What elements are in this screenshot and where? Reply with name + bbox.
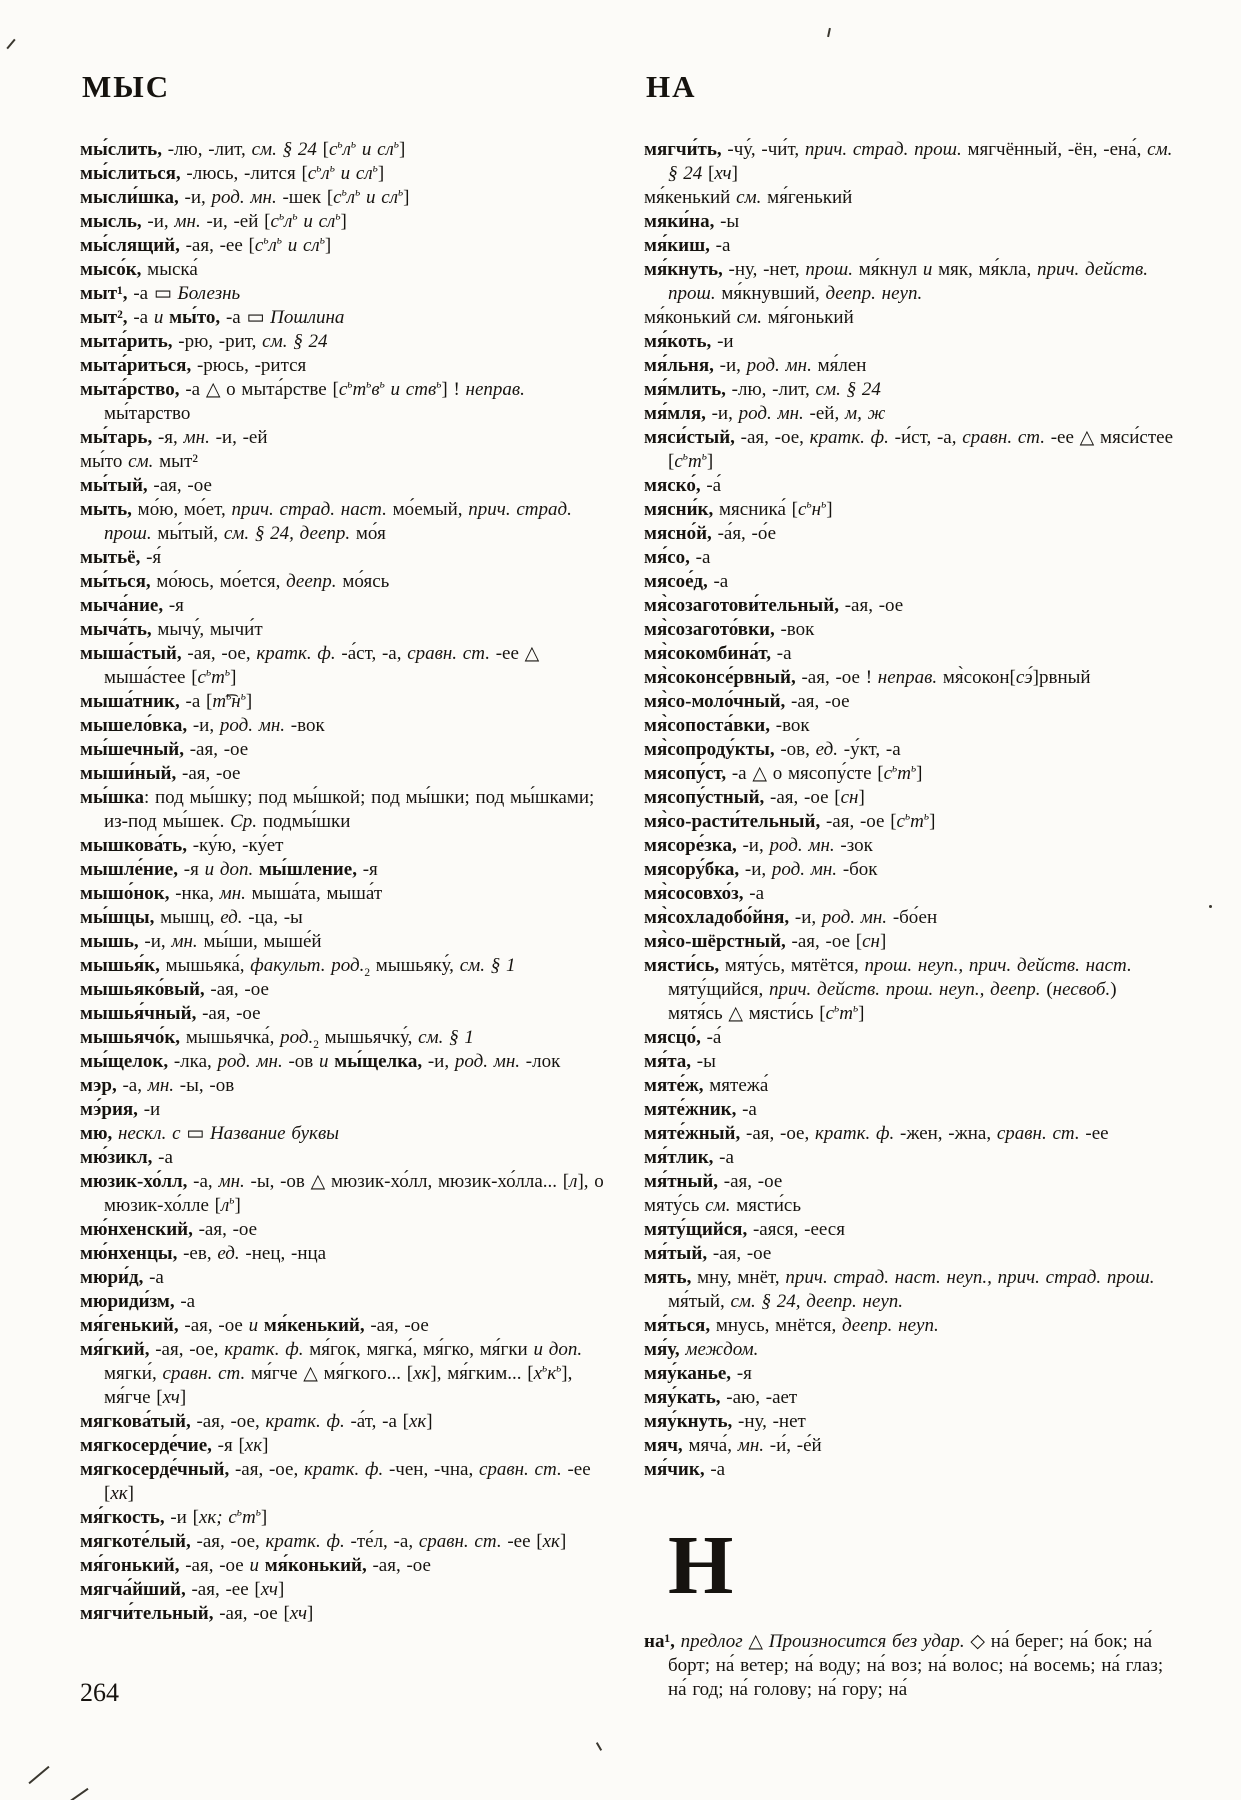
- dictionary-entry: мы́слящий, -ая, -ее [$с^ьл^ь$ и $сл^ь$]: [80, 234, 332, 256]
- dictionary-entry: мягкосерде́чие, -я [хк]: [80, 1435, 269, 1456]
- dictionary-entry: мыта́риться, -рюсь, -рится: [80, 355, 307, 376]
- dictionary-entry: мяу́канье, -я: [644, 1363, 752, 1384]
- dictionary-entry: мы́шцы, мышц, ед. -ца, -ы: [80, 907, 303, 928]
- section-letter-n: Н: [668, 1519, 734, 1612]
- dictionary-entry: мя́гкий, -ая, -ое, кратк. ф. мя́гок, мягка́, мя́гко, мя́гки и доп. мягки́, сравн. ст. мя́гче △ мя́гкого... [хк], мя́гким... $[х^ьк^ь]$, мя́гче [хч]: [80, 1339, 583, 1408]
- dictionary-entry: мягчи́тельный, -ая, -ое [хч]: [80, 1603, 314, 1624]
- dictionary-entry: мя̀сопоста́вки, -вок: [644, 715, 810, 736]
- dictionary-entry: мыча́ть, мычу́, мычи́т: [80, 619, 263, 640]
- dictionary-entry: мя̀созаготови́тельный, -ая, -ое: [644, 595, 904, 616]
- running-head-left: МЫС: [82, 69, 171, 104]
- dictionary-entry: мысли́шка, -и, род. мн. -шек [$с^ьл^ь$ и $сл^ь$]: [80, 186, 410, 208]
- left-column-entries: [80, 138, 612, 1626]
- dictionary-entry: мы́шка: под мы́шку; под мы́шкой; под мы́шки; под мы́шками; из-под мы́шек. Ср. подмы́шки: [80, 787, 595, 832]
- dictionary-entry: мы́шечный, -ая, -ое: [80, 739, 249, 760]
- dictionary-entry: мя́тый, -ая, -ое: [644, 1243, 772, 1264]
- dictionary-entry: мэр, -а, мн. -ы, -ов: [80, 1075, 235, 1096]
- scan-artifact: [596, 1742, 602, 1751]
- dictionary-entry: мяте́ж, мятежа́: [644, 1075, 769, 1096]
- dictionary-entry: мышья́чный, -ая, -ое: [80, 1003, 261, 1024]
- dictionary-entry: мяско́, -а́: [644, 475, 722, 496]
- dictionary-entry: мышкова́ть, -ку́ю, -ку́ет: [80, 835, 284, 856]
- dictionary-entry: мя́та, -ы: [644, 1051, 716, 1072]
- dictionary-entry: мясцо́, -а́: [644, 1027, 722, 1048]
- scan-artifact: [28, 1766, 49, 1784]
- dictionary-entry: мыша́стый, -ая, -ое, кратк. ф. -а́ст, -а, сравн. ст. -ее △ мыша́стее $[с^ьт^ь]$: [80, 643, 540, 688]
- dictionary-entry: мышьячо́к, мышьячка́, $род._2$ мышьячку́, см. § 1: [80, 1027, 474, 1051]
- dictionary-entry: мя̀сопроду́кты, -ов, ед. -у́кт, -а: [644, 739, 901, 760]
- right-column: [644, 70, 1176, 1702]
- dictionary-entry: мю́нхенский, -ая, -ое: [80, 1219, 258, 1240]
- dictionary-entry: мю́нхенцы, -ев, ед. -нец, -нца: [80, 1243, 327, 1264]
- dictionary-entry: мю, нескл. с ▭ Название буквы: [80, 1123, 340, 1144]
- dictionary-entry: мышьяко́вый, -ая, -ое: [80, 979, 269, 1000]
- dictionary-entry: мясоре́зка, -и, род. мн. -зок: [644, 835, 873, 856]
- dictionary-entry: мыт¹, -а ▭ Болезнь: [80, 283, 241, 304]
- dictionary-entry: мягкосерде́чный, -ая, -ое, кратк. ф. -чен, -чна, сравн. ст. -ее [хк]: [80, 1459, 591, 1504]
- dictionary-entry: мясти́сь, мяту́сь, мятётся, прош. неуп., прич. действ. наст. мяту́щийся, прич. действ. прош. неуп., деепр. (несвоб.) мятя́сь △ мясти́сь $[с^ьт^ь]$: [644, 955, 1132, 1024]
- dictionary-entry: мя́кнуть, -ну, -нет, прош. мя́кнул и мяк, мя́кла, прич. действ. прош. мя́кнувший, деепр. неуп.: [644, 259, 1148, 304]
- dictionary-entry: мя́коть, -и: [644, 331, 734, 352]
- left-column: [80, 70, 612, 1702]
- dictionary-entry: мы́тый, -ая, -ое: [80, 475, 212, 496]
- dictionary-entry: мышело́вка, -и, род. мн. -вок: [80, 715, 325, 736]
- dictionary-entry: мя̀со-шёрстный, -ая, -ое [сн]: [644, 931, 887, 952]
- dictionary-entry: мя̀соконсе́рвный, -ая, -ое ! неправ. мя̀сокон[сэ́]рвный: [644, 667, 1091, 688]
- dictionary-entry: мысо́к, мыска́: [80, 259, 198, 280]
- dictionary-entry: мягкоте́лый, -ая, -ое, кратк. ф. -те́л, -а, сравн. ст. -ее [хк]: [80, 1531, 567, 1552]
- dictionary-entry: мы́слиться, -люсь, -лится [$с^ьл^ь$ и $сл^ь$]: [80, 162, 385, 184]
- dictionary-entry: мя́мля, -и, род. мн. -ей, м, ж: [644, 403, 886, 424]
- dictionary-entry: мыши́ный, -ая, -ое: [80, 763, 241, 784]
- dictionary-entry: мяу́кать, -аю, -ает: [644, 1387, 798, 1408]
- dictionary-entry: мыта́рство, -а △ о мыта́рстве [$с^ьт^ьв^ь$ и ств$^ь$] ! неправ. мы́тарство: [80, 378, 525, 424]
- dictionary-entry: мы́ться, мо́юсь, мо́ется, деепр. мо́ясь: [80, 571, 390, 592]
- dictionary-entry: мягкова́тый, -ая, -ое, кратк. ф. -а́т, -а [хк]: [80, 1411, 433, 1432]
- dictionary-entry: мя̀сохладобо́йня, -и, род. мн. -бо́ен: [644, 907, 938, 928]
- dictionary-entry: мы́слить, -лю, -лит, см. § 24 [$с^ьл^ь$ и $сл^ь$]: [80, 138, 406, 160]
- right-column-entries: [644, 138, 1176, 1482]
- dictionary-entry: мю́зикл, -а: [80, 1147, 173, 1168]
- dictionary-entry: мюриди́зм, -а: [80, 1291, 196, 1312]
- dictionary-entry: мя̀сосовхо́з, -а: [644, 883, 765, 904]
- dictionary-entry: мяси́стый, -ая, -ое, кратк. ф. -и́ст, -а, сравн. ст. -ее △ мяси́стее $[с^ьт^ь]$: [644, 427, 1174, 472]
- scan-artifact: [827, 28, 831, 37]
- dictionary-entry: мясое́д, -а: [644, 571, 729, 592]
- dictionary-entry: мя́гонький, -ая, -ое и мя́конький, -ая, -ое: [80, 1555, 431, 1576]
- dictionary-entry: мыта́рить, -рю, -рит, см. § 24: [80, 331, 328, 352]
- dictionary-entry: мюзик-хо́лл, -а, мн. -ы, -ов △ мюзик-хо́лл, мюзик-хо́лла... [л], о мюзик-хо́лле $[л^ь]$: [80, 1171, 604, 1216]
- scan-artifact: [69, 1788, 88, 1800]
- dictionary-entry: мы́то см. мыт²: [80, 451, 198, 472]
- dictionary-entry: мя́тный, -ая, -ое: [644, 1171, 783, 1192]
- dictionary-entry: мясопу́ст, -а △ о мясопу́сте $[с^ьт^ь]$: [644, 762, 923, 784]
- dictionary-entry: мэ́рия, -и: [80, 1099, 161, 1120]
- dictionary-entry: мяч, мяча́, мн. -и́, -е́й: [644, 1435, 822, 1456]
- dictionary-entry: мясни́к, мясника́ $[с^ьн^ь]$: [644, 498, 833, 520]
- page-number: 264: [80, 1678, 119, 1707]
- dictionary-entry: мя̀сокомбина́т, -а: [644, 643, 792, 664]
- dictionary-entry: мяте́жник, -а: [644, 1099, 757, 1120]
- dictionary-entry: мягчи́ть, -чу́, -чи́т, прич. страд. прош. мягчённый, -ён, -ена́, см. § 24 [хч]: [644, 139, 1173, 184]
- dictionary-entry: мяте́жный, -ая, -ое, кратк. ф. -жен, -жна, сравн. ст. -ее: [644, 1123, 1109, 1144]
- right-column-entries-after-section: [644, 1630, 1176, 1702]
- dictionary-entry: мя́льня, -и, род. мн. мя́лен: [644, 355, 867, 376]
- dictionary-entry: мя́ться, мнусь, мнётся, деепр. неуп.: [644, 1315, 939, 1336]
- dictionary-entry: мясопу́стный, -ая, -ое [сн]: [644, 787, 865, 808]
- running-head-right: НА: [646, 69, 697, 104]
- dictionary-entry: мя̀со-моло́чный, -ая, -ое: [644, 691, 850, 712]
- dictionary-entry: мя̀со-расти́тельный, -ая, -ое $[с^ьт^ь]$: [644, 810, 936, 832]
- dictionary-entry: мытьё, -я́: [80, 547, 162, 568]
- scan-artifact: [6, 39, 15, 49]
- dictionary-entry: мяту́сь см. мясти́сь: [644, 1195, 801, 1216]
- dictionary-entry: мя́киш, -а: [644, 235, 731, 256]
- dictionary-entry: мягча́йший, -ая, -ее [хч]: [80, 1579, 285, 1600]
- dictionary-entry: мышо́нок, -нка, мн. мыша́та, мыша́т: [80, 883, 383, 904]
- dictionary-entry: мяки́на, -ы: [644, 211, 740, 232]
- dictionary-entry: мя́гкость, -и [хк; $с^ьт^ь$]: [80, 1506, 268, 1528]
- dictionary-entry: мы́щелок, -лка, род. мн. -ов и мы́щелка, -и, род. мн. -лок: [80, 1051, 561, 1072]
- dictionary-entry: мюри́д, -а: [80, 1267, 164, 1288]
- dictionary-entry: мя́у, междом.: [644, 1339, 759, 1360]
- dictionary-entry: мяту́щийся, -аяся, -ееся: [644, 1219, 845, 1240]
- dictionary-entry: мя́кенький см. мя́генький: [644, 187, 853, 208]
- dictionary-entry: мышле́ние, -я и доп. мы́шление, -я: [80, 859, 378, 880]
- dictionary-entry: мыть, мо́ю, мо́ет, прич. страд. наст. мо́емый, прич. страд. прош. мы́тый, см. § 24, деепр. мо́я: [80, 499, 572, 544]
- dictionary-entry: мы́тарь, -я, мн. -и, -ей: [80, 427, 268, 448]
- dictionary-entry: мышья́к, мышьяка́, факульт. $род._2$ мышьяку́, см. § 1: [80, 955, 516, 979]
- dictionary-entry: мя́млить, -лю, -лит, см. § 24: [644, 379, 881, 400]
- scan-artifact: [1209, 905, 1212, 908]
- dictionary-entry: мяу́кнуть, -ну, -нет: [644, 1411, 806, 1432]
- dictionary-entry: мясору́бка, -и, род. мн. -бок: [644, 859, 878, 880]
- dictionary-entry: мя́чик, -а: [644, 1459, 726, 1480]
- dictionary-entry: мя́со, -а: [644, 547, 711, 568]
- dictionary-entry: мясно́й, -а́я, -о́е: [644, 523, 777, 544]
- dictionary-entry: мыша́тник, -а $[т͡^ьн^ь]$: [80, 690, 253, 712]
- dictionary-entry: мя̀созагото́вки, -вок: [644, 619, 815, 640]
- dictionary-entry: мя́тлик, -а: [644, 1147, 734, 1168]
- dictionary-entry: мя́конький см. мя́гонький: [644, 307, 854, 328]
- dictionary-entry: мыт², -а и мы́то, -а ▭ Пошлина: [80, 307, 345, 328]
- two-column-layout: [80, 70, 1176, 1702]
- dictionary-entry: мять, мну, мнёт, прич. страд. наст. неуп., прич. страд. прош. мя́тый, см. § 24, деепр. неуп.: [644, 1267, 1155, 1312]
- dictionary-entry: мыча́ние, -я: [80, 595, 184, 616]
- dictionary-entry: мышь, -и, мн. мы́ши, мыше́й: [80, 931, 322, 952]
- dictionary-entry: мя́генький, -ая, -ое и мя́кенький, -ая, -ое: [80, 1315, 429, 1336]
- dictionary-entry: мысль, -и, мн. -и, -ей [$с^ьл^ь$ и $сл^ь$]: [80, 210, 347, 232]
- dictionary-entry: на¹, предлог △ Произносится без удар. ◇ на́ берег; на́ бок; на́ борт; на́ ветер; на́ воду; на́ воз; на́ волос; на́ восемь; на́ глаз; на́ год; на́ голову; на́ гору; на́: [644, 1631, 1164, 1700]
